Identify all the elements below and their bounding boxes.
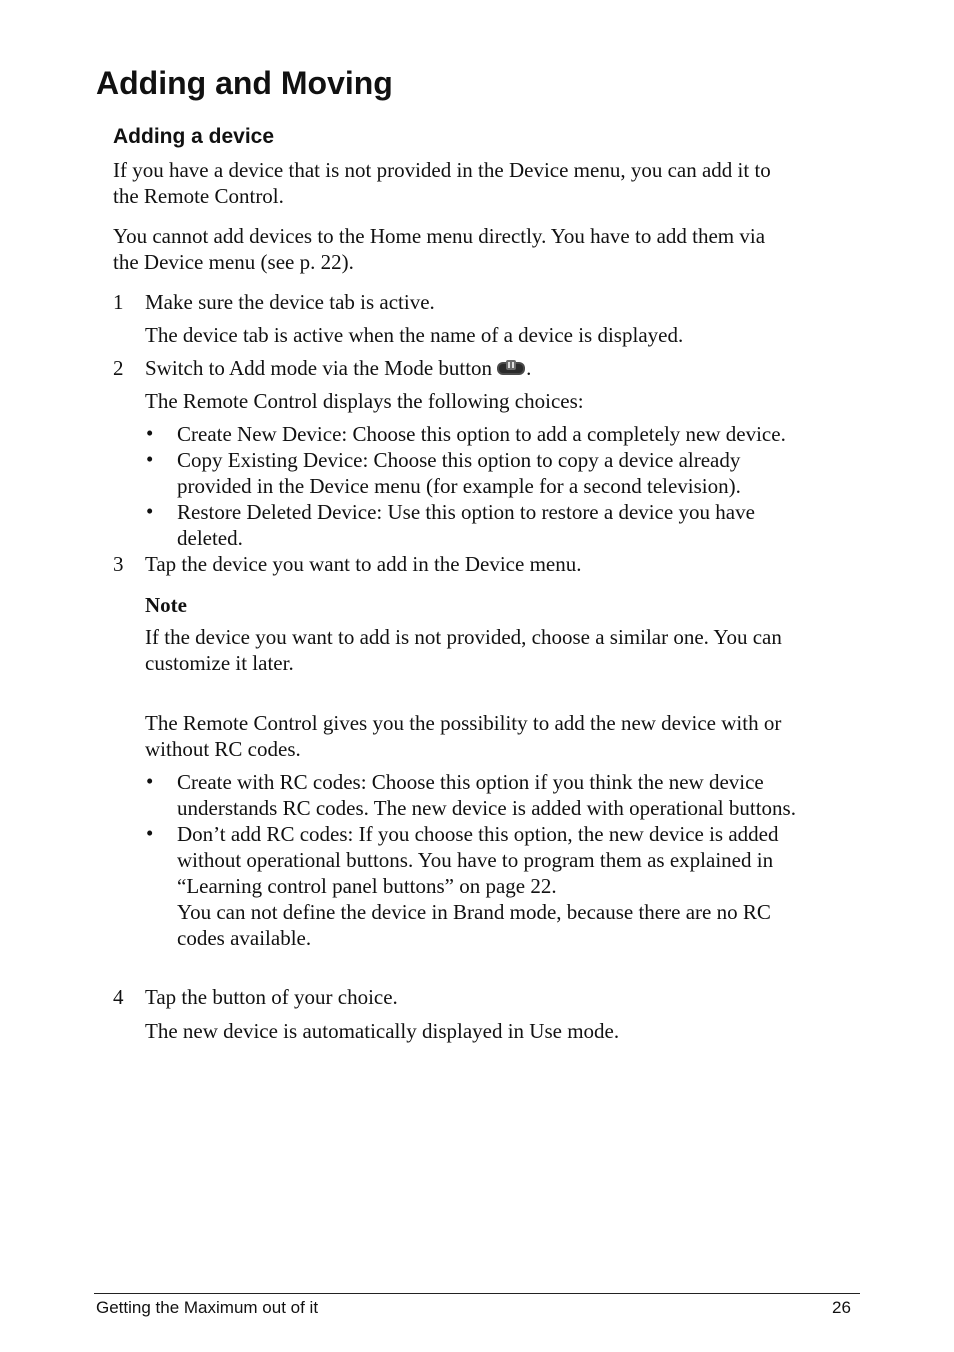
footer-divider — [94, 1293, 860, 1294]
bullet-glyph: • — [146, 499, 154, 523]
bullet-glyph: • — [146, 447, 154, 471]
step-number: 4 — [113, 985, 124, 1009]
step-text: Switch to Add mode via the Mode button — [145, 356, 493, 380]
bullet-glyph: • — [146, 421, 154, 445]
bullet-glyph: • — [146, 821, 154, 845]
step-text: Make sure the device tab is active. — [145, 290, 435, 314]
step-number: 2 — [113, 356, 124, 380]
rc-option-line: Create with RC codes: Choose this option if you think the new device — [177, 770, 764, 794]
rc-option-line: Don’t add RC codes: If you choose this option, the new device is added — [177, 822, 779, 846]
rc-intro-line: The Remote Control gives you the possibility to add the new device with or — [145, 711, 782, 735]
choice-line: deleted. — [177, 526, 243, 550]
choice-line: provided in the Device menu (for example for a second television). — [177, 474, 741, 498]
note-line: If the device you want to add is not provided, choose a similar one. You can — [145, 625, 782, 649]
footer-chapter-title: Getting the Maximum out of it — [96, 1298, 319, 1317]
rc-option-line: without operational buttons. You have to program them as explained in — [177, 848, 774, 872]
step-detail: The new device is automatically displayed in Use mode. — [145, 1019, 620, 1043]
rc-intro-line: without RC codes. — [145, 737, 301, 761]
step-line — [145, 355, 531, 383]
step-number: 1 — [113, 290, 124, 314]
step-number: 3 — [113, 552, 124, 576]
note-label: Note — [145, 593, 187, 617]
intro-1-line-2: the Remote Control. — [113, 184, 284, 208]
step-text-end: . — [526, 356, 532, 380]
mode-button-icon — [496, 357, 526, 383]
footer-page-number: 26 — [832, 1298, 851, 1317]
intro-2-line-1: You cannot add devices to the Home menu directly. You have to add them via — [113, 224, 766, 248]
page-title: Adding and Moving — [96, 65, 393, 101]
step-detail: The Remote Control displays the following choices: — [145, 389, 584, 413]
step-text: Tap the button of your choice. — [145, 985, 398, 1009]
step-detail: The device tab is active when the name of a device is displayed. — [145, 323, 684, 347]
choice-line: Copy Existing Device: Choose this option to copy a device already — [177, 448, 741, 472]
choice-line: Restore Deleted Device: Use this option to restore a device you have — [177, 500, 755, 524]
section-title: Adding a device — [113, 125, 275, 148]
intro-1-line-1: If you have a device that is not provided in the Device menu, you can add it to — [113, 158, 771, 182]
rc-option-line: You can not define the device in Brand mode, because there are no RC — [177, 900, 771, 924]
step-text: Tap the device you want to add in the Device menu. — [145, 552, 582, 576]
rc-option-line: understands RC codes. The new device is added with operational buttons. — [177, 796, 796, 820]
rc-option-line: “Learning control panel buttons” on page 22. — [177, 874, 557, 898]
intro-2-line-2: the Device menu (see p. 22). — [113, 250, 354, 274]
bullet-glyph: • — [146, 769, 154, 793]
note-line: customize it later. — [145, 651, 294, 675]
choice-line: Create New Device: Choose this option to add a completely new device. — [177, 422, 786, 446]
rc-option-line: codes available. — [177, 926, 312, 950]
